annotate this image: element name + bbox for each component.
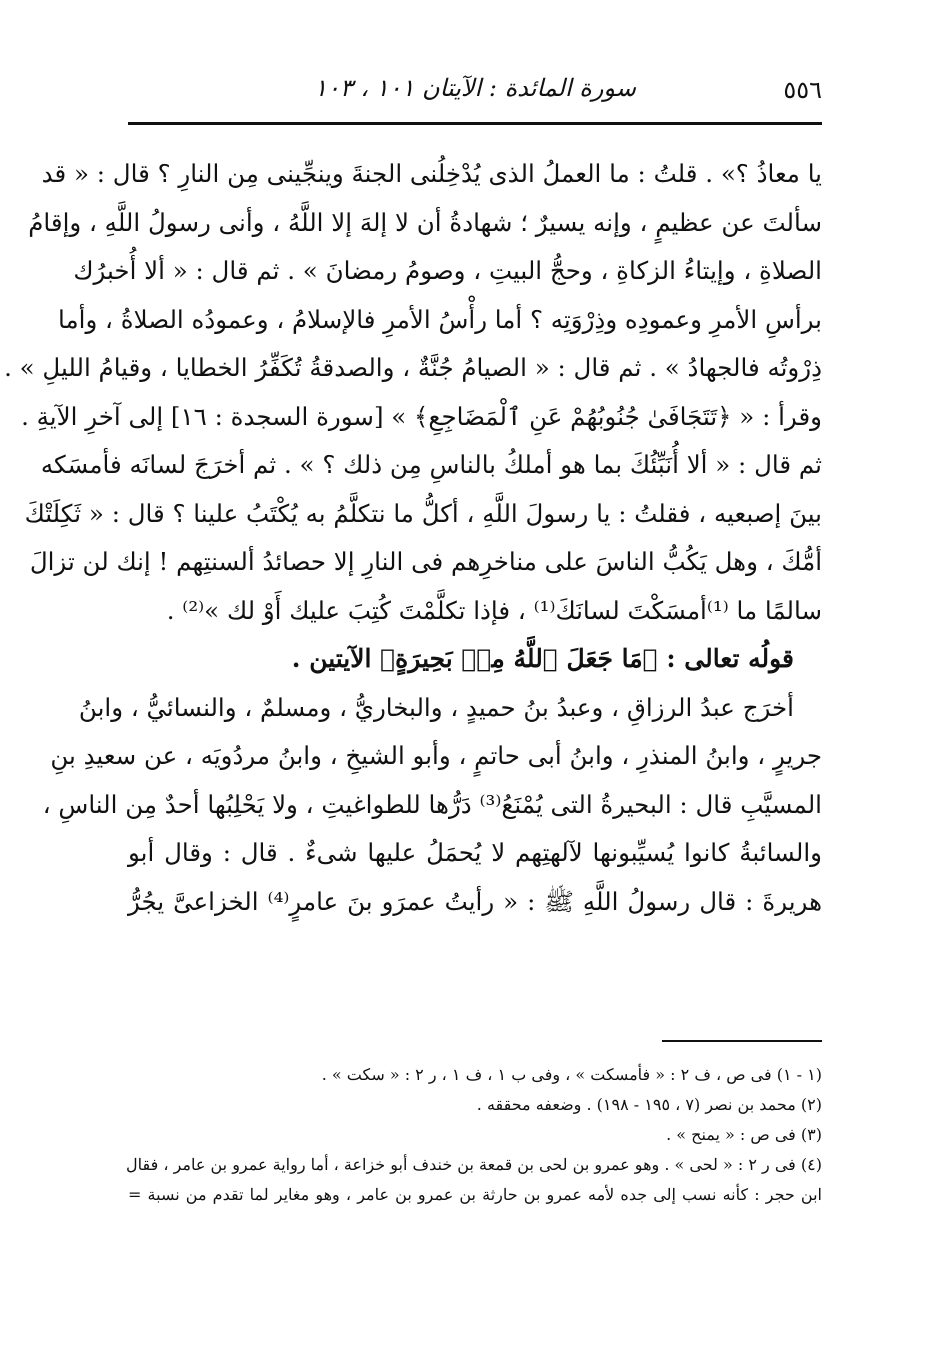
page-number: ٥٥٦ bbox=[783, 76, 822, 104]
footnote: (٣) فى ص : « يمنح » . bbox=[666, 1125, 822, 1144]
text-line: هريرةَ : قال رسولُ اللَّهِ ﷺ : « رأيتُ عمرَو بنَ عامرٍ⁽⁴⁾ الخزاعىَّ يجُرُّ bbox=[128, 886, 822, 916]
text-line: والسائبةُ كانوا يُسيِّبونها لآلهتِهم لا يُحمَلُ عليها شىءٌ . قال : وقال أبو bbox=[128, 838, 822, 867]
paragraph-commentary bbox=[42, 684, 822, 927]
footnote: (١ - ١) فى ص ، ف ٢ : « فأمسكت » ، وفى ب ١ ، ف ١ ، ر ٢ : « سكت » . bbox=[321, 1065, 822, 1084]
text-line: سألتَ عن عظيمٍ ، وإنه يسيرٌ ؛ شهادةُ أن لا إلهَ إلا اللَّهُ ، وأنى رسولُ اللَّهِ ، وإقامُ bbox=[28, 207, 822, 237]
footnote-rule bbox=[662, 1040, 822, 1042]
text-line: المسيَّبِ قال : البحيرةُ التى يُمْنَعُ⁽³⁾ دَرُّها للطواغيتِ ، ولا يَحْلِبُها أحدٌ مِن الناسِ ، bbox=[42, 789, 822, 819]
page-header bbox=[128, 68, 822, 112]
text-line: سالمًا ما ⁽¹⁾أمسَكْتَ لسانَكَ⁽¹⁾ ، فإذا تكلَّمْتَ كُتِبَ عليك أَوْ لك »⁽²⁾ . bbox=[166, 595, 822, 625]
text-line: ثم قال : « ألا أُنَبِّئُكَ بما هو أملكُ بالناسِ مِن ذلك ؟ » . ثم أخرَجَ لسانَه فأمسَكه bbox=[40, 450, 822, 479]
footnotes bbox=[128, 1060, 822, 1210]
text-line: أمُّكَ ، وهل يَكُبُّ الناسَ على مناخرِهم فى النارِ إلا حصائدُ ألسنتِهم ! إنك لن تزالَ bbox=[29, 547, 822, 576]
text-line: الصلاةِ ، وإيتاءُ الزكاةِ ، وحجُّ البيتِ ، وصومُ رمضانَ » . ثم قال : « ألا أُخبرُك bbox=[73, 256, 822, 285]
footnote: (٢) محمد بن نصر (٧ ، ١٩٥ - ١٩٨) . وضعفه محققه . bbox=[476, 1095, 822, 1114]
footnote: ابن حجر : كأنه نسب إلى جده لأمه عمرو بن حارثة بن عمرو بن عامر ، وهو مغاير لما تقدم من نسبة = bbox=[128, 1185, 823, 1204]
header-rule bbox=[128, 122, 822, 125]
footnote: (٤) فى ر ٢ : « لحى » . وهو عمرو بن لحى بن قمعة بن خندف أبو خزاعة ، أما رواية عمرو بن عامر ، فقال bbox=[126, 1155, 822, 1174]
text-line: جريرٍ ، وابنُ المنذرِ ، وابنُ أبى حاتمٍ ، وأبو الشيخِ ، وابنُ مردُويَه ، عن سعيدِ بنِ bbox=[50, 741, 822, 770]
text-line: برأسِ الأمرِ وعمودِه وذِرْوَتِه ؟ أما رأْسُ الأمرِ فالإسلامُ ، وعمودُه الصلاةُ ، وأما bbox=[58, 304, 822, 334]
text-line: أخرَج عبدُ الرزاقِ ، وعبدُ بنُ حميدٍ ، والبخاريُّ ، ومسلمٌ ، والنسائيُّ ، وابنُ bbox=[78, 692, 794, 722]
section-heading: قولُه تعالى : ﴿مَا جَعَلَ ٱللَّهُ مِنۢ بَحِيرَةٍ﴾ الآيتين . bbox=[291, 644, 794, 673]
text-line: بينَ إصبعيه ، فقلتُ : يا رسولَ اللَّهِ ، أكلُّ ما نتكلَّمُ به يُكْتَبُ علينا ؟ قال : « ثَكِلَتْكَ bbox=[24, 498, 822, 528]
text-line: وقرأ : « ﴿تَتَجَافَىٰ جُنُوبُهُمْ عَنِ ٱلْمَضَاجِعِ﴾ » [سورة السجدة : ١٦] إلى آخرِ الآيةِ . bbox=[21, 401, 822, 431]
running-title: سورة المائدة : الآيتان ١٠١ ، ١٠٣ bbox=[314, 74, 636, 102]
text-line: يا معاذُ ؟» . قلتُ : ما العملُ الذى يُدْخِلُنى الجنةَ وينجِّينى مِن النارِ ؟ قال : « قد bbox=[41, 159, 822, 188]
main-text bbox=[4, 150, 822, 926]
text-line: ذِرْوتُه فالجهادُ » . ثم قال : « الصيامُ جُنَّةٌ ، والصدقةُ تُكَفِّرُ الخطايا ، وقيامُ الليلِ » . bbox=[4, 353, 822, 382]
paragraph-hadith bbox=[4, 150, 822, 635]
